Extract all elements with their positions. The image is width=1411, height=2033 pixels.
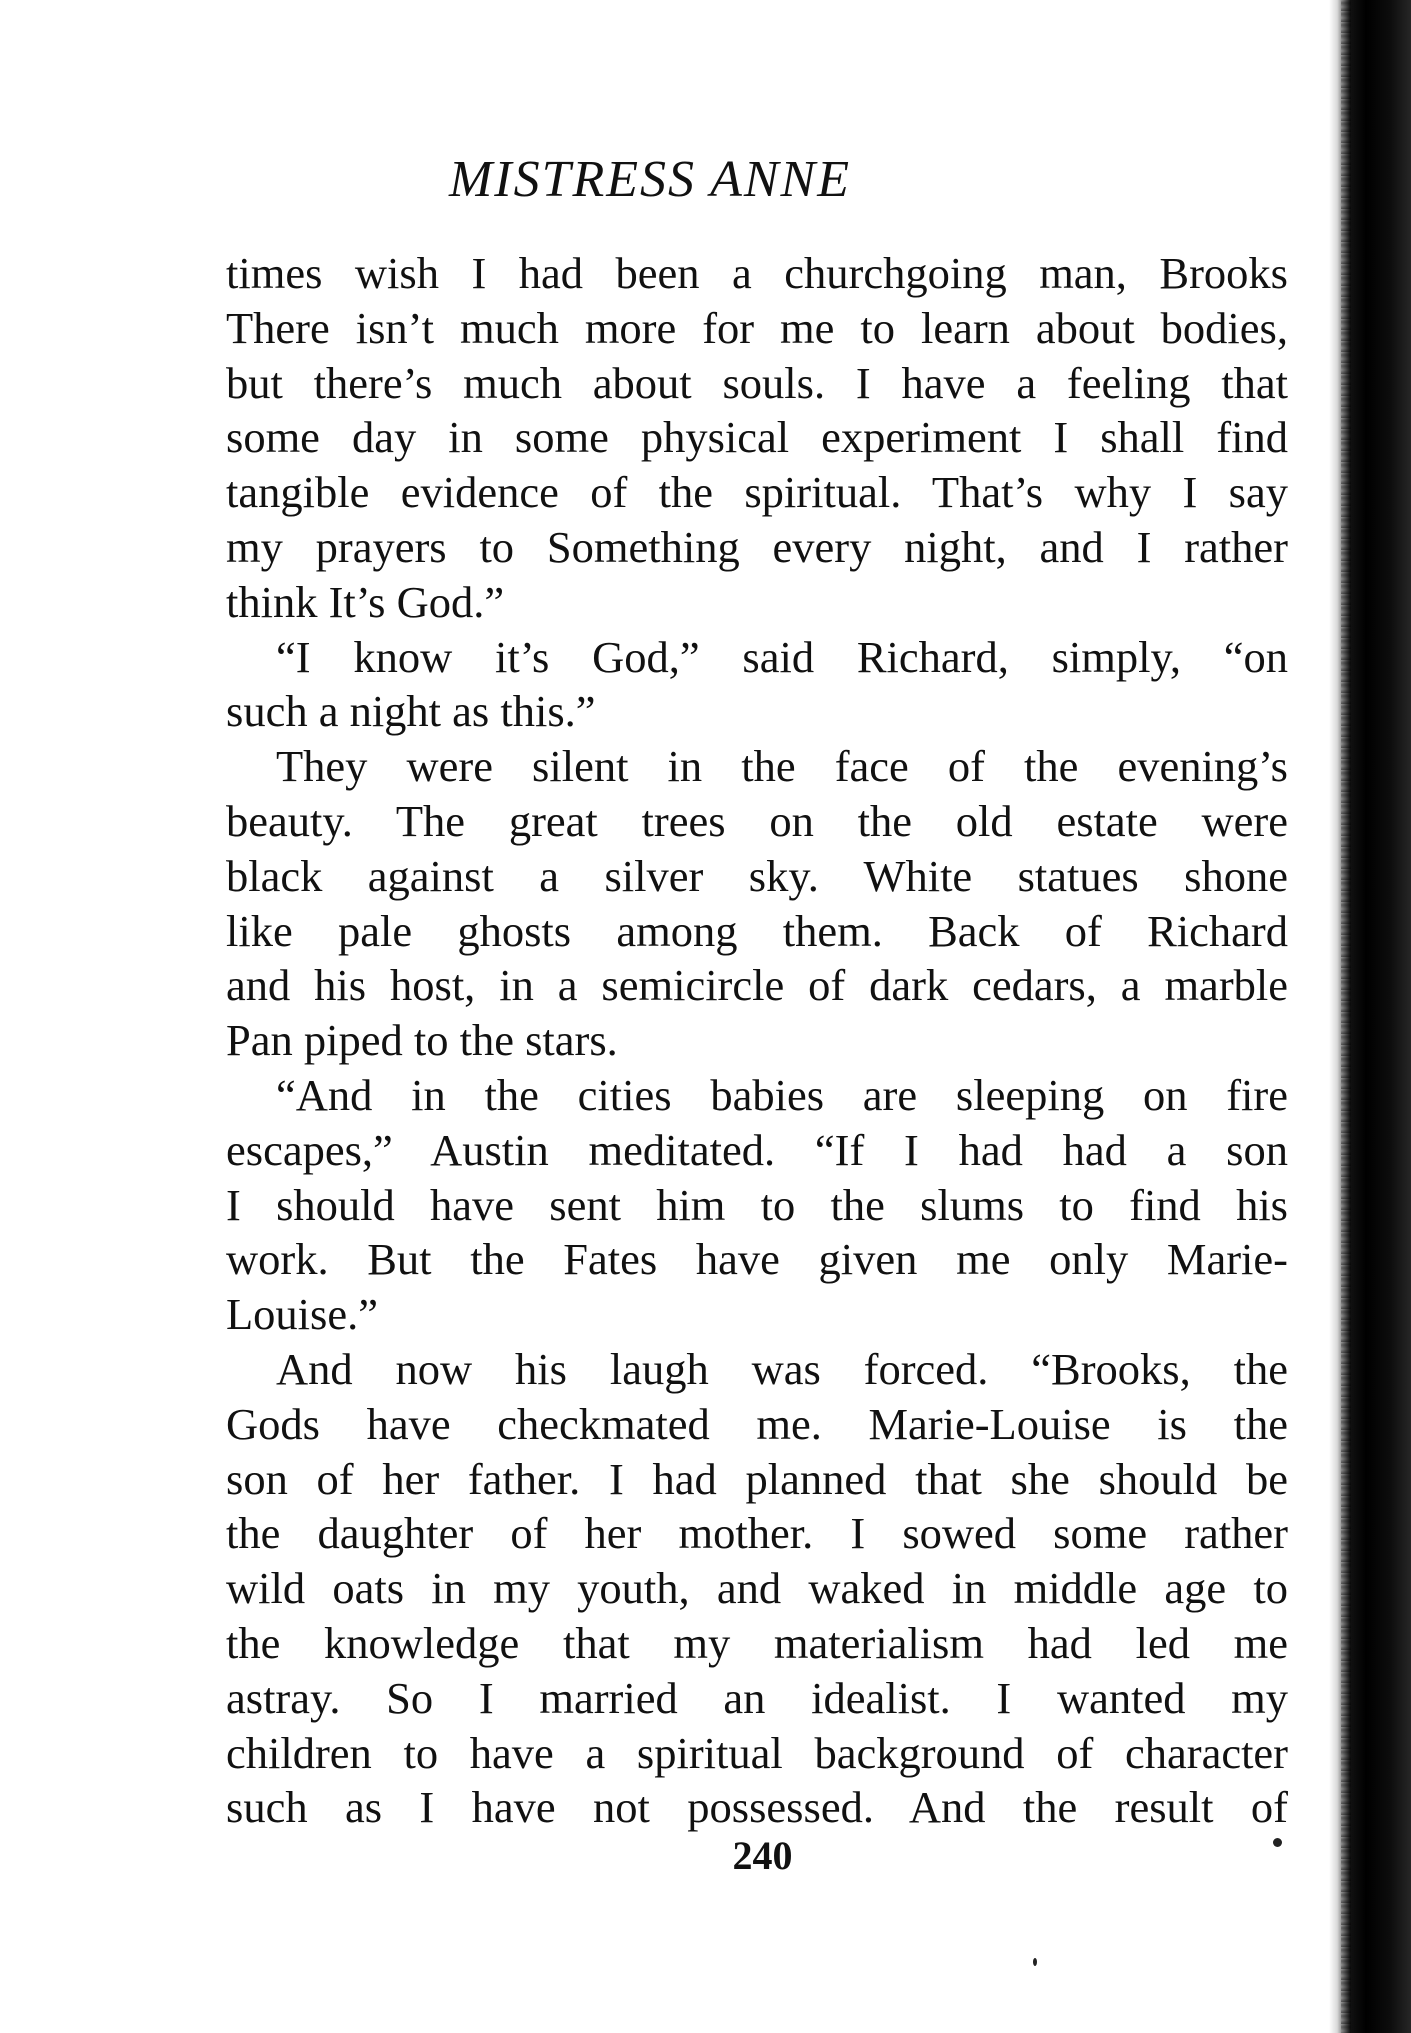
- text-line: Pan piped to the stars.: [226, 1015, 618, 1066]
- text-line: the daughter of her mother. I sowed some rather: [226, 1508, 1288, 1559]
- text-line: think It’s God.”: [226, 576, 505, 627]
- ink-speck: [1273, 1838, 1282, 1847]
- text-line: son of her father. I had planned that she should be: [226, 1453, 1288, 1504]
- text-line: but there’s much about souls. I have a feeling that: [226, 357, 1288, 408]
- text-line: and his host, in a semicircle of dark cedars, a marble: [226, 960, 1288, 1011]
- text-line: “I know it’s God,” said Richard, simply, “on: [276, 631, 1288, 682]
- text-line: beauty. The great trees on the old estate were: [226, 795, 1288, 846]
- binding-edge: [1341, 0, 1351, 2033]
- text-line: Gods have checkmated me. Marie-Louise is the: [226, 1398, 1288, 1449]
- ink-speck: [1033, 1958, 1037, 1966]
- text-line: some day in some physical experiment I shall find: [226, 412, 1288, 463]
- text-line: such as I have not possessed. And the result of: [226, 1782, 1288, 1833]
- body-text: [226, 246, 1288, 1835]
- text-line: wild oats in my youth, and waked in middle age to: [226, 1563, 1288, 1614]
- text-line: tangible evidence of the spiritual. That’s why I say: [226, 467, 1288, 518]
- text-line: astray. So I married an idealist. I wanted my: [226, 1672, 1288, 1723]
- text-line: escapes,” Austin meditated. “If I had had a son: [226, 1124, 1288, 1175]
- running-head: MISTRESS ANNE: [448, 151, 852, 208]
- text-line: children to have a spiritual background of character: [226, 1727, 1288, 1778]
- text-line: times wish I had been a churchgoing man, Brooks: [226, 248, 1288, 298]
- text-line: They were silent in the face of the evening’s: [276, 741, 1288, 792]
- text-line: like pale ghosts among them. Back of Richard: [226, 905, 1288, 956]
- text-line: the knowledge that my materialism had led me: [226, 1617, 1288, 1668]
- text-line: There isn’t much more for me to learn about bodies,: [226, 302, 1288, 353]
- text-line: Louise.”: [226, 1289, 378, 1340]
- text-line: such a night as this.”: [226, 686, 596, 737]
- page-number: 240: [732, 1833, 793, 1878]
- text-line: my prayers to Something every night, and I rather: [226, 521, 1288, 572]
- text-line: “And in the cities babies are sleeping on fire: [276, 1069, 1288, 1120]
- text-line: black against a silver sky. White statues shone: [226, 850, 1288, 901]
- text-line: I should have sent him to the slums to find his: [226, 1179, 1288, 1230]
- text-line: work. But the Fates have given me only Marie-: [226, 1234, 1288, 1285]
- text-line: And now his laugh was forced. “Brooks, the: [276, 1343, 1288, 1394]
